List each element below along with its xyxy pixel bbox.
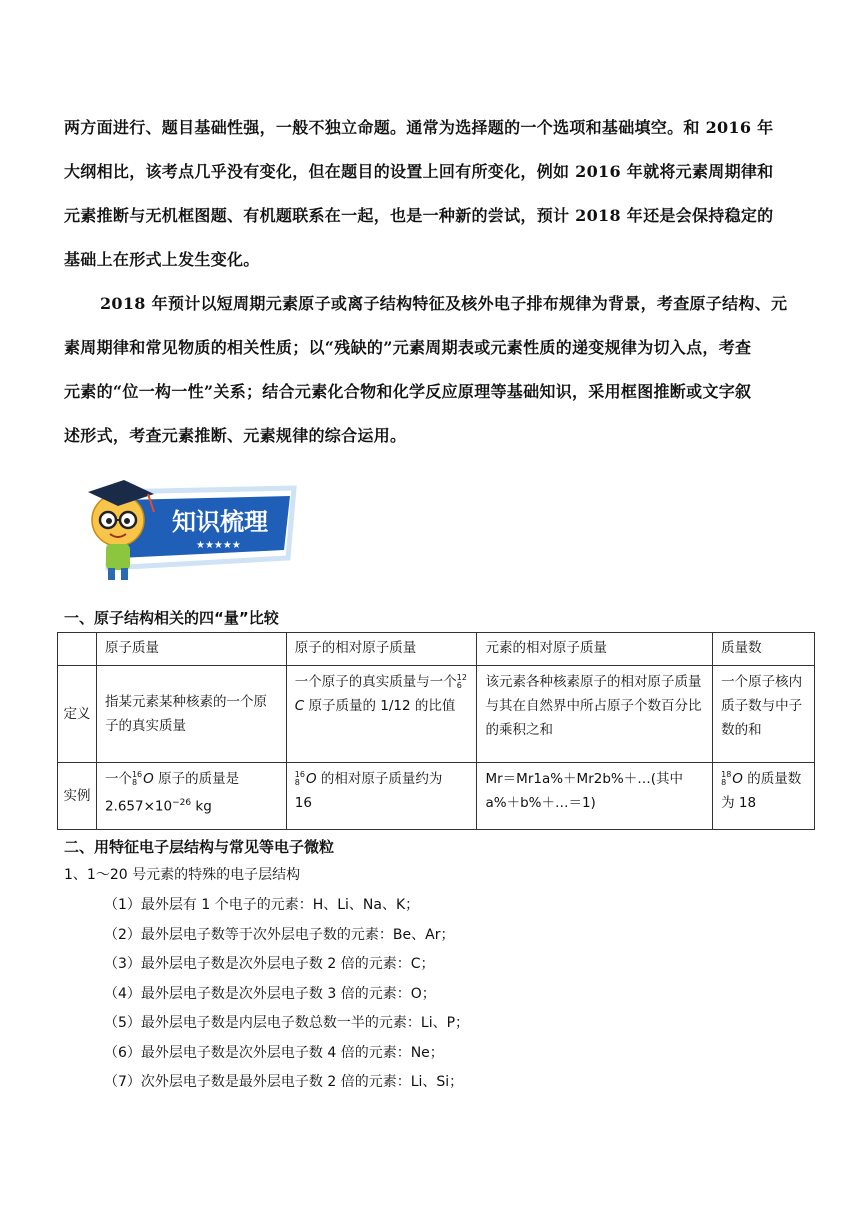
intro-line: 素周期律和常见物质的相关性质；以“残缺的”元素周期表或元素性质的递变规律为切入点，考查: [64, 338, 752, 357]
intro-line: 大纲相比，该考点几乎没有变化，但在题目的设置上回有所变化，例如 2016 年就将元素周期律和: [64, 162, 774, 181]
knowledge-summary-badge: [68, 478, 298, 584]
list-item: （1）最外层有 1 个电子的元素：H、Li、Na、K；: [104, 897, 420, 913]
cell-text: 原子的质量是: [153, 771, 240, 787]
star-rating-icon: ★★★★★: [196, 540, 241, 551]
cell-text: 的质量数为 18: [721, 771, 802, 811]
list-item: （5）最外层电子数是内层电子数总数一半的元素：Li、P；: [104, 1015, 470, 1031]
mass-number: 16: [294, 770, 305, 779]
mass-number: 12: [456, 673, 467, 682]
isotope-notation: [295, 771, 305, 787]
element-symbol: O: [143, 771, 154, 787]
section-title: 一、原子结构相关的四“量”比较: [64, 609, 279, 627]
intro-paragraphs: [64, 112, 796, 464]
mass-number: 18: [721, 770, 732, 779]
cell-text: 原子质量的 1/12 的比值: [304, 698, 456, 714]
intro-line: 元素的“位一构一性”关系；结合元素化合物和化学反应原理等基础知识，采用框图推断或文字叙: [64, 382, 752, 401]
table-header-row: [58, 633, 815, 666]
comparison-table: [57, 632, 815, 830]
mascot-leg: [121, 568, 128, 580]
table-cell: [96, 763, 286, 830]
mascot-body: [106, 544, 130, 570]
intro-line: 元素推断与无机框图题、有机题联系在一起，也是一种新的尝试，预计 2018 年还是会保持稳定的: [64, 206, 774, 225]
eye-left: [106, 518, 112, 524]
table-cell: 该元素各种核素原子的相对原子质量与其在自然界中所占原子个数百分比的乘积之和: [477, 666, 713, 763]
list-item: （2）最外层电子数等于次外层电子数的元素：Be、Ar；: [104, 926, 455, 943]
atomic-number: 8: [721, 778, 727, 787]
mascot-leg: [108, 568, 115, 580]
cell-text: 一个: [104, 771, 132, 787]
isotope-notation: [132, 771, 142, 787]
table-cell: 指某元素某种核素的一个原子的真实质量: [96, 666, 286, 763]
intro-line: 两方面进行、题目基础性强，一般不独立命题。通常为选择题的一个选项和基础填空。和 2016 年: [64, 118, 774, 137]
table-row-example: [58, 763, 815, 830]
column-header: 原子的相对原子质量: [286, 633, 477, 666]
intro-line: 述形式，考查元素推断、元素规律的综合运用。: [64, 426, 407, 445]
list-item: （4）最外层电子数是次外层电子数 3 倍的元素：O；: [104, 985, 436, 1002]
table-cell: [286, 666, 477, 763]
atomic-number: 8: [131, 778, 138, 787]
isotope-notation: [457, 674, 467, 690]
table-cell: [286, 763, 477, 830]
table-cell: 一个原子核内质子数与中子数的和: [713, 666, 815, 763]
intro-line: 基础上在形式上发生变化。: [64, 250, 260, 269]
cell-text: 一个原子的真实质量与一个: [294, 674, 457, 690]
isotope-notation: [721, 771, 731, 787]
atomic-number: 8: [294, 778, 300, 787]
table-cell: Mr＝Mr1a%＋Mr2b%＋…(其中 a%＋b%＋…＝1): [477, 763, 713, 830]
exponent: −26: [172, 798, 192, 808]
cell-text: 的相对原子质量约为: [316, 771, 443, 787]
eye-right: [124, 518, 130, 524]
table-row-definition: [58, 666, 815, 763]
table-corner-cell: [58, 633, 97, 666]
section-title: 二、用特征电子层结构与常见等电子微粒: [64, 838, 335, 856]
intro-line: 2018 年预计以短周期元素原子或离子结构特征及核外电子排布规律为背景，考查原子结构、元: [100, 294, 788, 313]
electron-structure-list: [104, 893, 469, 1100]
column-header: 质量数: [713, 633, 815, 666]
element-symbol: O: [305, 771, 317, 787]
subsection-title: 1、1～20 号元素的特殊的电子层结构: [64, 867, 301, 883]
mass-number: 16: [131, 770, 143, 779]
list-item: （6）最外层电子数是次外层电子数 4 倍的元素：Ne；: [104, 1044, 444, 1061]
cell-text: 2.657×10: [104, 798, 173, 815]
column-header: 原子质量: [96, 633, 286, 666]
column-header: 元素的相对原子质量: [477, 633, 713, 666]
unit: kg: [191, 798, 212, 815]
row-header: 定义: [58, 666, 97, 763]
badge-title: 知识梳理: [172, 508, 268, 536]
cell-text: 16: [294, 795, 312, 811]
mascot-logo: [68, 478, 298, 584]
element-symbol: O: [732, 771, 743, 787]
table-cell: [713, 763, 815, 830]
row-header: 实例: [58, 763, 97, 830]
list-item: （7）次外层电子数是最外层电子数 2 倍的元素：Li、Si；: [104, 1074, 464, 1090]
element-symbol: C: [294, 698, 305, 714]
atomic-number: 6: [456, 681, 462, 690]
list-item: （3）最外层电子数是次外层电子数 2 倍的元素：C；: [104, 956, 435, 972]
